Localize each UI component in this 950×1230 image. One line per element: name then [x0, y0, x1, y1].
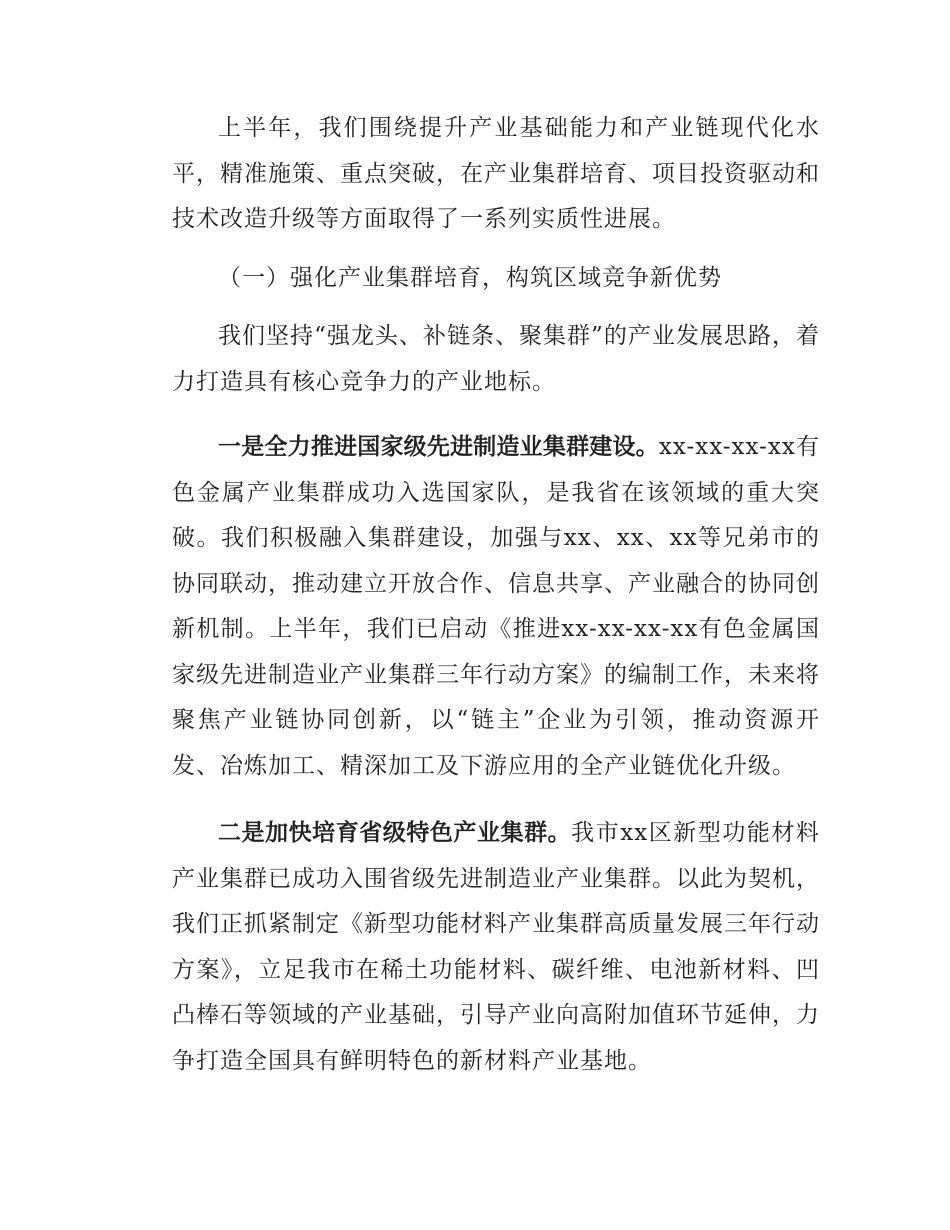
section-intro-paragraph: 我们坚持“强龙头、补链条、聚集群”的产业发展思路，着力打造具有核心竞争力的产业地标。: [172, 323, 820, 395]
section-heading: （一）强化产业集群培育，构筑区域竞争新优势: [218, 264, 722, 291]
point-two-paragraph: [172, 811, 820, 1084]
point-two-body: 我市xx区新型功能材料产业集群已成功入围省级先进制造业产业集群。以此为契机，我们正抓紧制定《新型功能材料产业集群高质量发展三年行动方案》，立足我市在稀土功能材料、碳纤维、电池新材料、凹凸棒石等领域的产业基础，引导产业向高附加值环节延伸，力争打造全国具有鲜明特色的新材料产业基地。: [172, 820, 820, 1074]
point-one-body: xx-xx-xx-xx有色金属产业集群成功入选国家队，是我省在该领域的重大突破。我们积极融入集群建设，加强与xx、xx、xx等兄弟市的协同联动，推动建立开放合作、信息共享、产业融合的协同创新机制。上半年，我们已启动《推进xx-xx-xx-xx有色金属国家级先进制造业产业集群三年行动方案》的编制工作，未来将聚焦产业链协同创新，以“链主”企业为引领，推动资源开发、冶炼加工、精深加工及下游应用的全产业链优化升级。: [172, 434, 820, 779]
point-one-lead: 一是全力推进国家级先进制造业集群建设。: [218, 434, 659, 460]
point-two-lead: 二是加快培育省级特色产业集群。: [218, 820, 572, 846]
point-one-paragraph: [172, 425, 820, 789]
intro-paragraph: 上半年，我们围绕提升产业基础能力和产业链现代化水平，精准施策、重点突破，在产业集群培育、项目投资驱动和技术改造升级等方面取得了一系列实质性进展。: [172, 115, 820, 232]
document-body: [172, 106, 820, 1084]
